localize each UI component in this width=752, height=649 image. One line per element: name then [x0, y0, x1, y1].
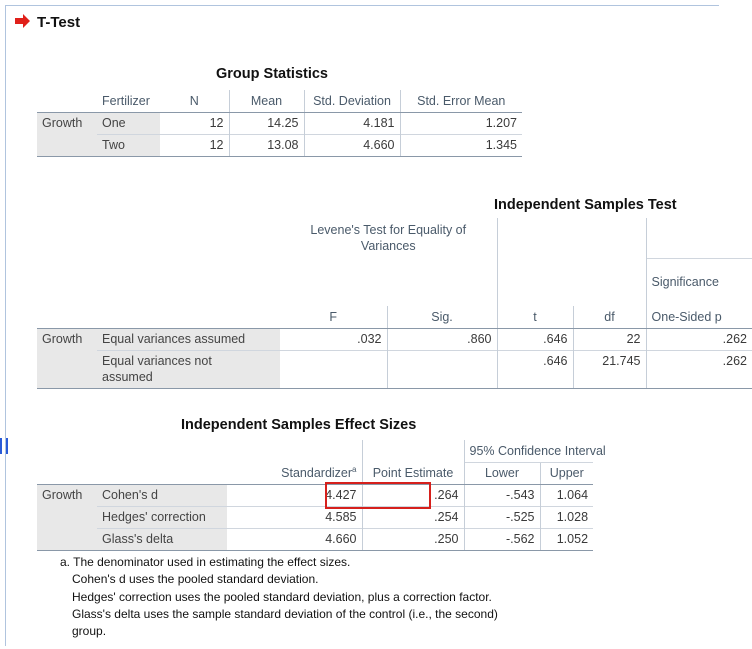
header-lower: Lower [464, 462, 540, 484]
independent-test-title: Independent Samples Test [494, 197, 677, 213]
group-statistics-table [37, 90, 522, 157]
output-title: T-Test [37, 14, 81, 31]
cell-one-sided-p: .262 [646, 350, 752, 388]
header-std-deviation: Std. Deviation [304, 90, 400, 112]
cell-lower: -.562 [464, 528, 540, 550]
cell-sd: 4.181 [304, 112, 400, 134]
row-label-group: One [97, 112, 160, 134]
pane-resize-handle[interactable] [0, 438, 8, 454]
header-point-estimate: Point Estimate [362, 462, 464, 484]
header-upper: Upper [540, 462, 593, 484]
cell-f [280, 350, 387, 388]
footnote [60, 554, 620, 640]
cell-df: 22 [573, 328, 646, 350]
cell-t: .646 [497, 328, 573, 350]
cell-f: .032 [280, 328, 387, 350]
row-label-variable: Growth [37, 328, 97, 350]
cell-mean: 13.08 [229, 134, 304, 156]
cell-lower: -.543 [464, 484, 540, 506]
highlight-box [325, 482, 431, 509]
cell-mean: 14.25 [229, 112, 304, 134]
cell-standardizer: 4.427 [227, 484, 362, 506]
row-label-hedges: Hedges' correction [97, 506, 227, 528]
row-label-equal-not-assumed: Equal variances not assumed [97, 350, 280, 388]
group-statistics-title: Group Statistics [216, 66, 328, 82]
effect-sizes-table [37, 440, 606, 551]
ci-header: 95% Confidence Interval [464, 440, 593, 462]
header-standardizer [227, 462, 362, 484]
table-row [37, 484, 593, 506]
cell-sig: .860 [387, 328, 497, 350]
row-label-equal-assumed: Equal variances assumed [97, 328, 280, 350]
header-f: F [280, 306, 387, 328]
cell-upper: 1.028 [540, 506, 593, 528]
levene-test-header [280, 218, 497, 258]
row-label-cohens-d: Cohen's d [97, 484, 227, 506]
table-row [37, 528, 593, 550]
cell-sd: 4.660 [304, 134, 400, 156]
levene-header-text: Levene's Test for Equality of Variances [310, 223, 467, 253]
cell-df: 21.745 [573, 350, 646, 388]
header-n: N [160, 90, 229, 112]
cell-standardizer: 4.660 [227, 528, 362, 550]
header-std-error-mean: Std. Error Mean [400, 90, 522, 112]
footnote-line: group. [72, 624, 107, 639]
table-row [37, 506, 593, 528]
footnote-line: a. The denominator used in estimating the effect sizes. [60, 555, 351, 569]
cell-upper: 1.052 [540, 528, 593, 550]
cell-upper: 1.064 [540, 484, 593, 506]
table-row [37, 112, 522, 134]
independent-test-table [37, 218, 752, 389]
cell-n: 12 [160, 112, 229, 134]
cell-sem: 1.345 [400, 134, 522, 156]
cell-standardizer: 4.585 [227, 506, 362, 528]
red-right-arrow-icon [15, 14, 31, 28]
cell-one-sided-p: .262 [646, 328, 752, 350]
cell-lower: -.525 [464, 506, 540, 528]
row-label-glass: Glass's delta [97, 528, 227, 550]
row-label-group: Two [97, 134, 160, 156]
table-row [37, 134, 522, 156]
cell-point-estimate-highlighted: .264 [362, 484, 464, 506]
cell-sig [387, 350, 497, 388]
cell-t: .646 [497, 350, 573, 388]
footnote-line: Hedges' correction uses the pooled standard deviation, plus a correction factor. [72, 589, 492, 604]
cell-point-estimate: .254 [362, 506, 464, 528]
footnote-ref-a: a [352, 465, 357, 475]
row-label-variable: Growth [37, 112, 97, 134]
cell-point-estimate: .250 [362, 528, 464, 550]
footnote-line: Glass's delta uses the sample standard deviation of the control (i.e., the second) [72, 606, 498, 621]
footnote-line: Cohen's d uses the pooled standard deviation. [72, 572, 319, 587]
cell-sem: 1.207 [400, 112, 522, 134]
header-df: df [573, 306, 646, 328]
header-sig: Sig. [387, 306, 497, 328]
cell-n: 12 [160, 134, 229, 156]
header-mean: Mean [229, 90, 304, 112]
row-label-variable: Growth [37, 484, 97, 506]
header-t: t [497, 306, 573, 328]
header-significance: Significance [646, 258, 752, 306]
effect-sizes-title: Independent Samples Effect Sizes [181, 417, 417, 433]
table-row [37, 350, 752, 388]
header-fertilizer: Fertilizer [97, 90, 160, 112]
header-one-sided-p: One-Sided p [646, 306, 752, 328]
table-row [37, 328, 752, 350]
header-standardizer-text: Standardizer [281, 466, 353, 481]
